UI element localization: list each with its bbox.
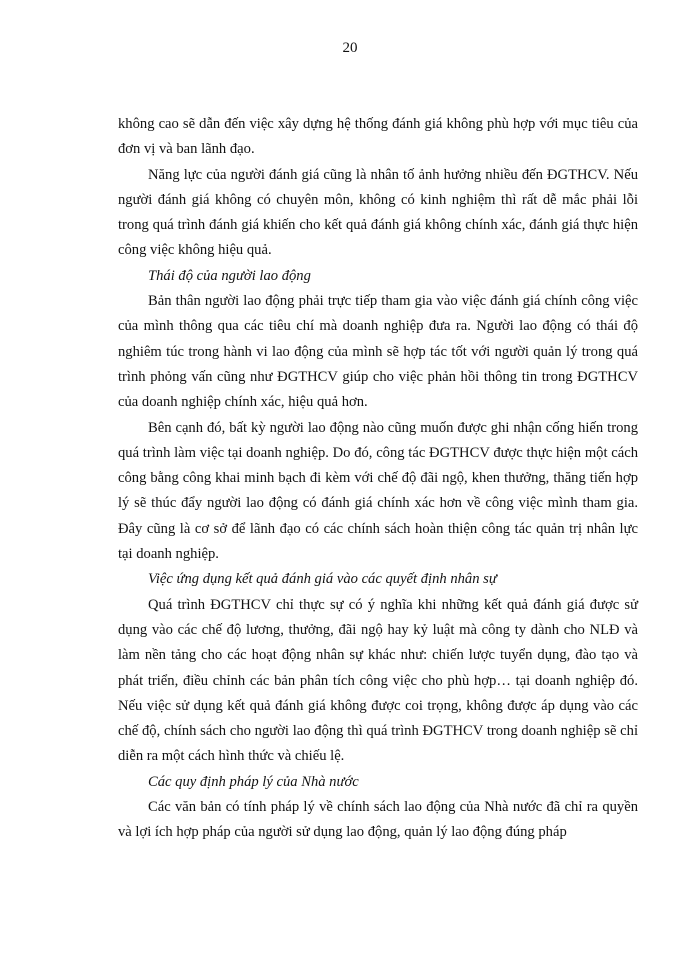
section-heading-legal-regulations: Các quy định pháp lý của Nhà nước [148,773,359,790]
section-heading-employee-attitude: Thái độ của người lao động [148,267,311,284]
paragraph-continued: không cao sẽ dẫn đến việc xây dựng hệ thống đánh giá không phù hợp với mục tiêu của đơn vị và ban lãnh đạo. [118,116,638,158]
document-body [118,112,638,846]
paragraph-legal-documents: Các văn bản có tính pháp lý về chính sách lao động của Nhà nước đã chỉ ra quyền và lợi ích hợp pháp của người sử dụng lao động, quản lý lao động đúng pháp [118,799,638,841]
section-heading-result-application: Việc ứng dụng kết quả đánh giá vào các quyết định nhân sự [148,571,497,588]
paragraph-recognition: Bên cạnh đó, bất kỳ người lao động nào cũng muốn được ghi nhận cống hiến trong quá trình làm việc tại doanh nghiệp. Do đó, công tác ĐGTHCV được thực hiện một cách công bằng công khai minh bạch đi kèm với chế độ đãi ngộ, khen thưởng, thăng tiến hợp lý sẽ thúc đẩy người lao động có đánh giá chính xác hơn về công việc mình tham gia. Đây cũng là cơ sở để lãnh đạo có các chính sách hoàn thiện công tác quản trị nhân lực tại doanh nghiệp. [118,419,638,563]
paragraph-employee-participation: Bản thân người lao động phải trực tiếp tham gia vào việc đánh giá chính công việc của mình thông qua các tiêu chí mà doanh nghiệp đưa ra. Người lao động có thái độ nghiêm túc trong hành vi lao động của mình sẽ hợp tác tốt với người quản lý trong quá trình phỏng vấn cũng như ĐGTHCV giúp cho việc phản hồi thông tin trong ĐGTHCV của doanh nghiệp chính xác, hiệu quả hơn. [118,293,638,411]
page-number: 20 [342,40,358,56]
paragraph-result-usage: Quá trình ĐGTHCV chỉ thực sự có ý nghĩa khi những kết quả đánh giá được sử dụng vào các chế độ lương, thưởng, đãi ngộ hay kỷ luật mà công ty dành cho NLĐ và làm nền tảng cho các hoạt động nhân sự khác như: chiến lược tuyển dụng, đào tạo và phát triển, điều chỉnh các bản phân tích công việc cho phù hợp… tại doanh nghiệp đó. Nếu việc sử dụng kết quả đánh giá không được coi trọng, không được áp dụng vào các chế độ, chính sách cho người lao động thì quá trình ĐGTHCV trong doanh nghiệp sẽ chỉ diễn ra một cách hình thức và chiếu lệ. [118,596,638,765]
paragraph-evaluator-competence: Năng lực của người đánh giá cũng là nhân tố ảnh hưởng nhiều đến ĐGTHCV. Nếu người đánh giá không có chuyên môn, không có kinh nghiệm thì rất dễ mắc phải lỗi trong quá trình đánh giá khiến cho kết quả đánh giá không chính xác, đánh giá thực hiện công việc không hiệu quả. [118,166,638,259]
